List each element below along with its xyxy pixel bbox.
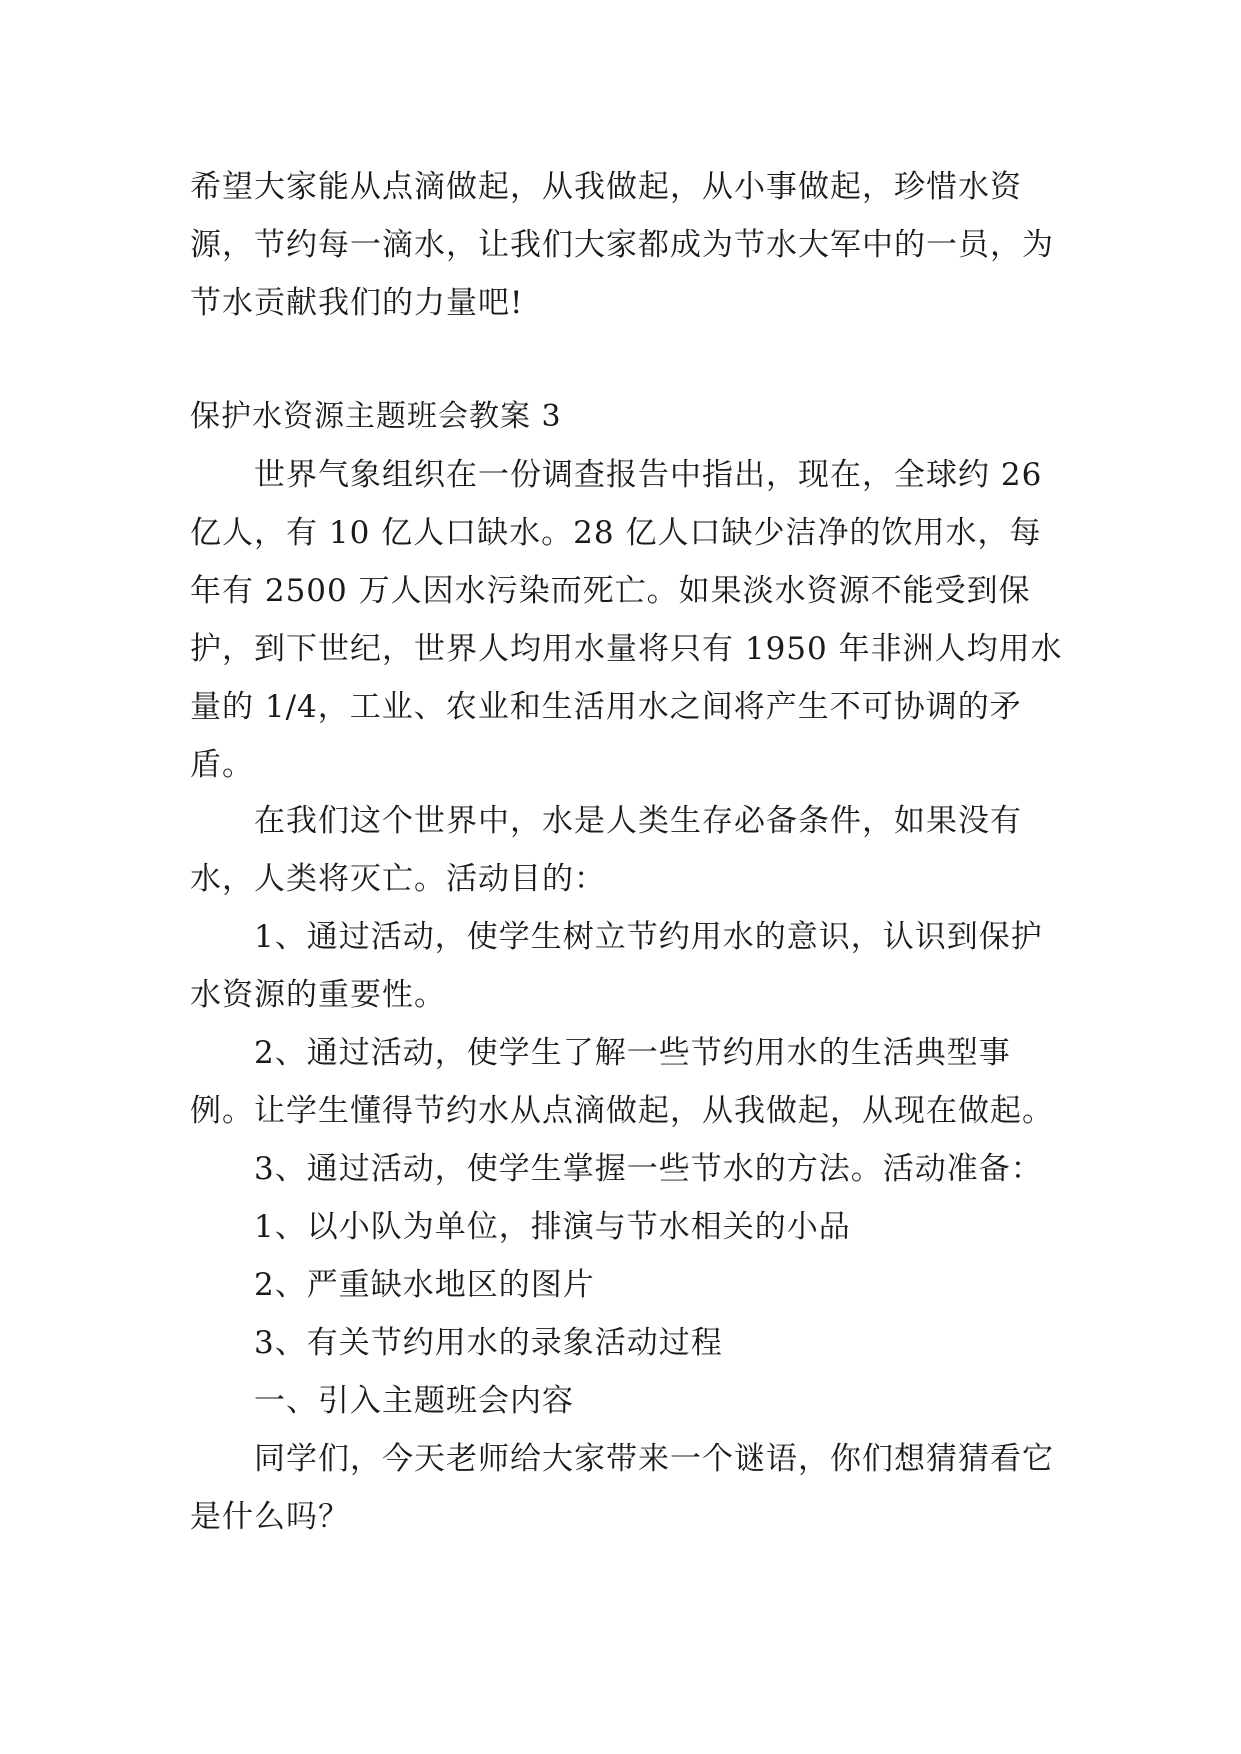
paragraph-goal-1: 1、通过活动，使学生树立节约用水的意识，认识到保护水资源的重要性。 — [190, 919, 1043, 1013]
paragraph-step-1: 一、引入主题班会内容 — [254, 1383, 574, 1419]
paragraph-riddle: 同学们，今天老师给大家带来一个谜语，你们想猜猜看它是什么吗？ — [190, 1441, 1054, 1535]
paragraph-goal-3: 3、通过活动，使学生掌握一些节水的方法。活动准备： — [254, 1151, 1043, 1187]
paragraph-statistics: 世界气象组织在一份调查报告中指出，现在，全球约 26 亿人，有 10 亿人口缺水。28 亿人口缺少洁净的饮用水，每年有 2500 万人因水污染而死亡。如果淡水资源不能受到保护，到下世纪，世界人均用水量将只有 1950 年非洲人均用水量的 1/4，工业、农业和生活用水之间将产生不可协调的矛盾。 — [190, 457, 1063, 783]
section-title: 保护水资源主题班会教案 3 — [190, 399, 562, 434]
paragraph-prep-2: 2、严重缺水地区的图片 — [254, 1267, 595, 1303]
paragraph-water-importance: 在我们这个世界中，水是人类生存必备条件，如果没有水，人类将灭亡。活动目的： — [190, 803, 1022, 897]
paragraph-prep-3: 3、有关节约用水的录象活动过程 — [254, 1325, 723, 1361]
paragraph-goal-2: 2、通过活动，使学生了解一些节约用水的生活典型事例。让学生懂得节约水从点滴做起，从我做起，从现在做起。 — [190, 1035, 1054, 1129]
closing-paragraph: 希望大家能从点滴做起，从我做起，从小事做起，珍惜水资源，节约每一滴水，让我们大家都成为节水大军中的一员，为节水贡献我们的力量吧! — [190, 169, 1054, 321]
paragraph-prep-1: 1、以小队为单位，排演与节水相关的小品 — [254, 1209, 851, 1245]
